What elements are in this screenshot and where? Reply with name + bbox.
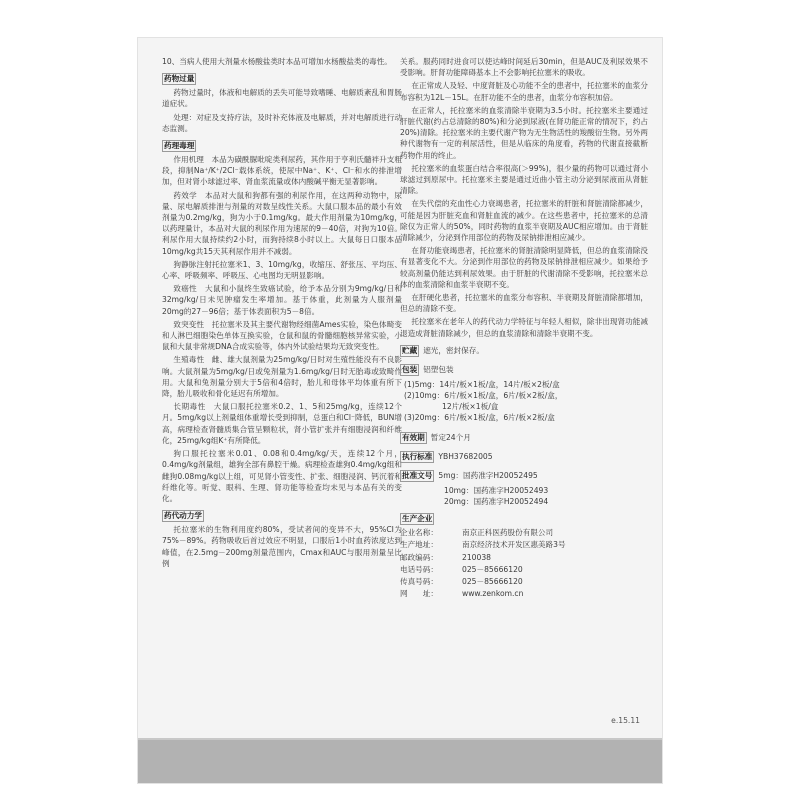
pharmacokinetics-paragraph: 在正常人，托拉塞米的血浆清除半衰期为3.5小时。托拉塞米主要通过肝脏代谢(约占总清除的80%)和分泌到尿液(在肾功能正常的情况下，约占20%)清除。托拉塞米的主要代谢产物为无生物活性的羧酸衍生物。另外两种代谢物有一定的利尿活性，但是从临床的角度看，药物的代谢直接截断药物作用的终止。	[400, 105, 648, 160]
storage-row	[400, 341, 648, 359]
footer-band	[138, 738, 662, 783]
manufacturer-heading: 生产企业	[402, 514, 433, 524]
manufacturer-label: 邮政编码：	[400, 552, 438, 562]
manufacturer-row	[400, 527, 648, 538]
manufacturer-row	[400, 539, 648, 550]
standard-text: YBH37682005	[438, 451, 493, 461]
pharmacokinetics-paragraph: 在肝硬化患者，托拉塞米的血浆分布容积、半衰期及肾脏清除都增加，但总的清除不变。	[400, 293, 648, 314]
leaflet-page	[138, 38, 662, 783]
pharmacology-paragraph: 长期毒性 大鼠口服托拉塞米0.2、1、5和25mg/kg，连续12个月。5mg/kg以上剂量组体重增长受到抑制，总蛋白和Cl⁻降低，BUN增高，病理检查肾髓质集合管呈颗粒状，肾小管扩张并有细胞浸润和纤维化，25mg/kg组K⁺有所降低。	[162, 402, 402, 445]
manufacturer-label: 企业名称：	[400, 528, 438, 538]
right-column	[400, 56, 648, 600]
pharmacology-paragraph: 致突变性 托拉塞米及其主要代谢物经细菌Ames实验，染色体畸变和人淋巴细胞染色单体互换实验，仓鼠和鼠的骨髓细胞核异常实验，小鼠和大鼠非常规DNA合成实验等，体内外试验结果均无致突变性。	[162, 319, 402, 352]
pharmacology-paragraph: 生殖毒性 雌、雄大鼠剂量为25mg/kg/日时对生殖性能没有不良影响。大鼠剂量为5mg/kg/日或兔剂量为1.6mg/kg/日时无胎毒或致畸作用。大鼠和兔剂量分别大于5倍和4倍时，胎儿和母体平均体重有所下降，胎儿吸收和骨化延迟有所增加。	[162, 355, 402, 399]
pharmacology-heading: 药理毒理	[164, 141, 195, 151]
manufacturer-label: 网 址：	[400, 589, 438, 599]
manufacturer-row	[400, 564, 648, 575]
pharmacology-paragraph: 作用机理 本品为磺酰脲吡啶类利尿药，其作用于亨利氏髓袢升支粗段，抑制Na⁺/K⁺/2Cl⁻载体系统，使尿中Na⁺、K⁺、Cl⁻和水的排泄增加，但对肾小球滤过率、肾血浆流量或体内酸碱平衡无显著影响。	[162, 155, 402, 187]
standard-heading: 执行标准	[402, 451, 433, 461]
manufacturer-label: 传真号码：	[400, 576, 438, 586]
package-text: 铝塑包装	[423, 364, 454, 374]
left-column	[162, 56, 402, 571]
storage-text: 遮光，密封保存。	[423, 345, 484, 355]
approval-row	[400, 466, 648, 484]
pharmacology-paragraph: 致癌性 大鼠和小鼠终生致癌试验，给予本品分别为9mg/kg/日和32mg/kg/日未见肿瘤发生率增加。基于体重，此剂量为人服剂量20mg的27－96倍；基于体表面积为5－8倍。	[162, 284, 402, 316]
storage-heading: 贮藏	[402, 345, 418, 355]
package-line: (1)5mg：14片/板×1板/盒，14片/板×2板/盒	[404, 379, 560, 389]
manufacturer-label: 生产地址：	[400, 540, 438, 550]
manufacturer-row	[400, 588, 648, 599]
package-line: (2)10mg：6片/板×1板/盒，6片/板×2板/盒，	[404, 391, 563, 401]
pharmacokinetics-paragraph: 托拉塞米的生物利用度约80%，受试者间的变异不大，95%CI为75%－89%。药物吸收后首过效应不明显，口服后1小时血药浓度达到峰值，在2.5mg－200mg剂量范围内，Cmax和AUC与服用剂量呈比例	[162, 525, 402, 568]
pharmacology-paragraph: 狗口服托拉塞米0.01、0.08和0.4mg/kg/天，连续12个月，0.4mg/kg剂量组，雄狗全部有鼻腔干燥。病理检查雄狗0.4mg/kg组和雌狗0.08mg/kg以上组，可见肾小管变性、扩张、细胞浸润、钙沉着和纤维化等。听觉、眼科、生理、肾功能等检查均未见与本品有关的变化。	[162, 449, 402, 503]
approval-line: 20mg：国药准字H20052494	[444, 496, 549, 506]
manufacturer-row	[400, 552, 648, 563]
date-code: e.15.11	[611, 716, 640, 725]
intro-note: 10、当病人使用大剂量水杨酸盐类时本品可增加水杨酸盐类的毒性。	[162, 57, 392, 66]
manufacturer-value: 025－85666120	[462, 576, 523, 586]
package-row	[400, 360, 648, 378]
pharmacology-paragraph: 狗静脉注射托拉塞米1、3、10mg/kg，收缩压、舒张压、平均压、心率、呼吸频率、呼吸压、心电图均无明显影响。	[162, 259, 402, 281]
package-line: (3)20mg：6片/板×1板/盒，6片/板×2板/盒	[404, 413, 555, 423]
pharmacokinetics-paragraph: 在正常成人及轻、中度肾脏及心功能不全的患者中，托拉塞米的血浆分布容积为12L－15L。在肝功能不全的患者，血浆分布容积加倍。	[400, 81, 648, 102]
pharmacokinetics-heading: 药代动力学	[164, 511, 202, 521]
pharmacokinetics-paragraph: 在肾功能衰竭患者，托拉塞米的肾脏清除明显降低，但总的血浆清除没有显著变化不大。分泌到作用部位的药物及尿钠排泄相应减少。如果给予较高剂量仍能达到利尿效果。由于肝脏的代谢清除不受影响，托拉塞米总体的血浆清除和血浆半衰期不变。	[400, 246, 648, 289]
footer-rule	[138, 738, 662, 740]
approval-heading: 批准文号	[402, 470, 433, 480]
continued-paragraph: 关系。服药同时进食可以使达峰时间延后30min，但是AUC及利尿效果不受影响。肝肾功能障碍基本上不会影响托拉塞米的吸收。	[400, 57, 648, 78]
approval-line: 5mg：国药准字H20052495	[438, 470, 538, 480]
manufacturer-value: 南京经济技术开发区惠美路3号	[462, 540, 566, 550]
approval-line: 10mg：国药准字H20052493	[444, 485, 549, 495]
pharmacokinetics-paragraph: 托拉塞米在老年人的药代动力学特征与年轻人相似，除非出现肾功能减退造成肾脏清除减少，但总的血浆清除和清除半衰期不变。	[400, 317, 648, 338]
package-line: 12片/板×1板/盒	[442, 402, 499, 412]
pharmacokinetics-paragraph: 托拉塞米的血浆蛋白结合率很高(＞99%)，很少量的药物可以通过肾小球滤过到原尿中。托拉塞米主要是通过近曲小管主动分泌到尿液而从肾脏清除。	[400, 163, 648, 196]
pharmacokinetics-paragraph: 在失代偿的充血性心力衰竭患者，托拉塞米的肝脏和肾脏清除都减少，可能是因为肝脏充血和肾脏血流的减少。在这些患者中，托拉塞米的总清除仅为正常人的50%，同时药物的血浆半衰期及AUC相应增加。由于肾脏清除减少，分泌到作用部位的药物及尿钠排泄相应减少。	[400, 199, 648, 243]
manufacturer-row	[400, 576, 648, 587]
manufacturer-value: 210038	[462, 552, 491, 562]
validity-row	[400, 428, 648, 446]
overdose-paragraph: 处理：对症及支持疗法，及时补充体液及电解质，并对电解质进行动态监测。	[162, 112, 402, 133]
pharmacology-paragraph: 药效学 本品对大鼠和狗都有强的利尿作用，在这两种动物中，尿量、尿电解质排泄与剂量的对数呈线性关系。大鼠口服本品的最小有效剂量为0.2mg/kg，狗为小于0.1mg/kg。最大作用剂量为10mg/kg，以药理量计，本品对大鼠的利尿作用为速尿的9－40倍，对狗为10倍。利尿作用大鼠持续约2小时，而狗持续8小时以上。大鼠每日口服本品10mg/kg共15天其利尿作用并不减弱。	[162, 190, 402, 256]
manufacturer-label: 电话号码：	[400, 564, 438, 574]
overdose-paragraph: 药物过量时，体液和电解质的丢失可能导致嗜睡、电解质紊乱和胃肠道症状。	[162, 88, 402, 109]
standard-row	[400, 447, 648, 465]
package-heading: 包装	[402, 364, 418, 374]
validity-heading: 有效期	[402, 432, 425, 442]
manufacturer-value: www.zenkom.cn	[462, 589, 524, 599]
manufacturer-value: 025－85666120	[462, 564, 523, 574]
validity-text: 暂定24个月	[430, 432, 471, 442]
manufacturer-value: 南京正科医药股份有限公司	[462, 528, 554, 538]
overdose-heading: 药物过量	[164, 74, 195, 84]
